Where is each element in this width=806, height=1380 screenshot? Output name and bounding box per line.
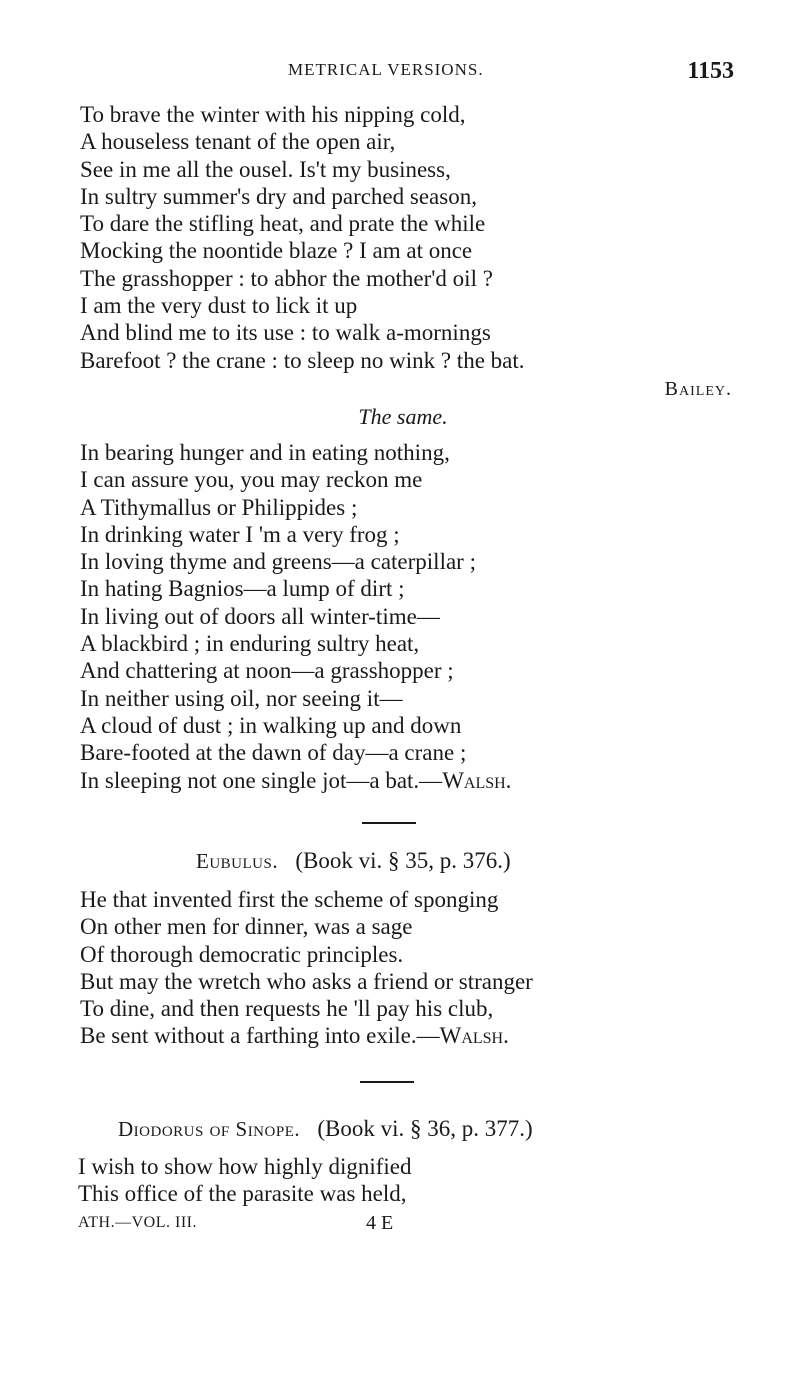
- verse-line: In hating Bagnios—a lump of dirt ;: [80, 576, 405, 602]
- attribution-bailey: Bailey.: [664, 378, 732, 400]
- section-subtitle: The same.: [358, 404, 448, 429]
- author-name: Eubulus.: [196, 849, 279, 873]
- verse-line: See in me all the ousel. Is't my business,: [80, 156, 451, 182]
- verse-line: This office of the parasite was held,: [78, 1181, 407, 1207]
- running-head: [0, 58, 806, 88]
- sheet-mark: 4 E: [366, 1212, 394, 1234]
- bailey-verse: [80, 101, 525, 374]
- verse-line: Mocking the noontide blaze ? I am at once: [80, 238, 473, 264]
- verse-line: And chattering at noon—a grasshopper ;: [80, 658, 454, 684]
- verse-line: And blind me to its use : to walk a-mornings: [80, 320, 491, 346]
- eubulus-verse: [80, 886, 533, 1050]
- verse-line: To brave the winter with his nipping cold,: [80, 102, 466, 127]
- verse-line: To dine, and then requests he 'll pay his club,: [80, 996, 494, 1022]
- verse-line: In drinking water I 'm a very frog ;: [80, 521, 400, 547]
- verse-line: In living out of doors all winter-time—: [80, 603, 440, 629]
- attribution-walsh: Walsh.: [442, 767, 512, 793]
- verse-line: I can assure you, you may reckon me: [80, 467, 423, 493]
- verse-line: A houseless tenant of the open air,: [80, 129, 396, 155]
- volume-signature: ATH.—VOL. III.: [78, 1214, 197, 1231]
- verse-line: A blackbird ; in enduring sultry heat,: [80, 631, 420, 657]
- verse-line: On other men for dinner, was a sage: [80, 914, 413, 940]
- running-title: METRICAL VERSIONS.: [288, 60, 484, 79]
- verse-line: A cloud of dust ; in walking up and down: [80, 712, 462, 738]
- verse-line: [80, 767, 511, 794]
- verse-line: He that invented first the scheme of sponging: [80, 887, 499, 912]
- verse-line: To dare the stifling heat, and prate the while: [80, 211, 486, 237]
- verse-line: [80, 1022, 533, 1049]
- verse-line-text: Be sent without a farthing into exile.—: [80, 1023, 440, 1049]
- verse-line: I am the very dust to lick it up: [80, 293, 358, 319]
- verse-line: I wish to show how highly dignified: [78, 1154, 412, 1179]
- verse-line: Of thorough democratic principles.: [80, 941, 404, 967]
- section-heading-eubulus: [196, 848, 511, 874]
- page-number: 1153: [687, 58, 734, 84]
- verse-line: The grasshopper : to abhor the mother'd oil ?: [80, 265, 493, 291]
- section-divider: [360, 1081, 414, 1083]
- verse-line: A Tithymallus or Philippides ;: [80, 494, 358, 520]
- verse-line: In sultry summer's dry and parched season,: [80, 183, 477, 209]
- diodorus-verse: [78, 1153, 412, 1208]
- attribution-walsh: Walsh.: [439, 1023, 509, 1049]
- verse-line: Bare-footed at the dawn of day—a crane ;: [80, 740, 467, 766]
- verse-line: In neither using oil, nor seeing it—: [80, 685, 403, 711]
- verse-line: In loving thyme and greens—a caterpillar ;: [80, 549, 476, 575]
- book-reference: (Book vi. § 35, p. 376.): [295, 848, 511, 873]
- section-heading-diodorus: [118, 1116, 533, 1142]
- page-footer: [78, 1214, 478, 1238]
- verse-line-text: In sleeping not one single jot—a bat.—: [80, 767, 443, 793]
- book-reference: (Book vi. § 36, p. 377.): [317, 1116, 533, 1141]
- verse-line: Barefoot ? the crane : to sleep no wink ? the bat.: [80, 347, 525, 373]
- section-divider: [362, 822, 416, 824]
- verse-line: But may the wretch who asks a friend or stranger: [80, 968, 533, 994]
- author-name: Diodorus of Sinope.: [118, 1117, 301, 1141]
- verse-line: In bearing hunger and in eating nothing,: [80, 440, 450, 465]
- walsh-verse: [80, 439, 511, 794]
